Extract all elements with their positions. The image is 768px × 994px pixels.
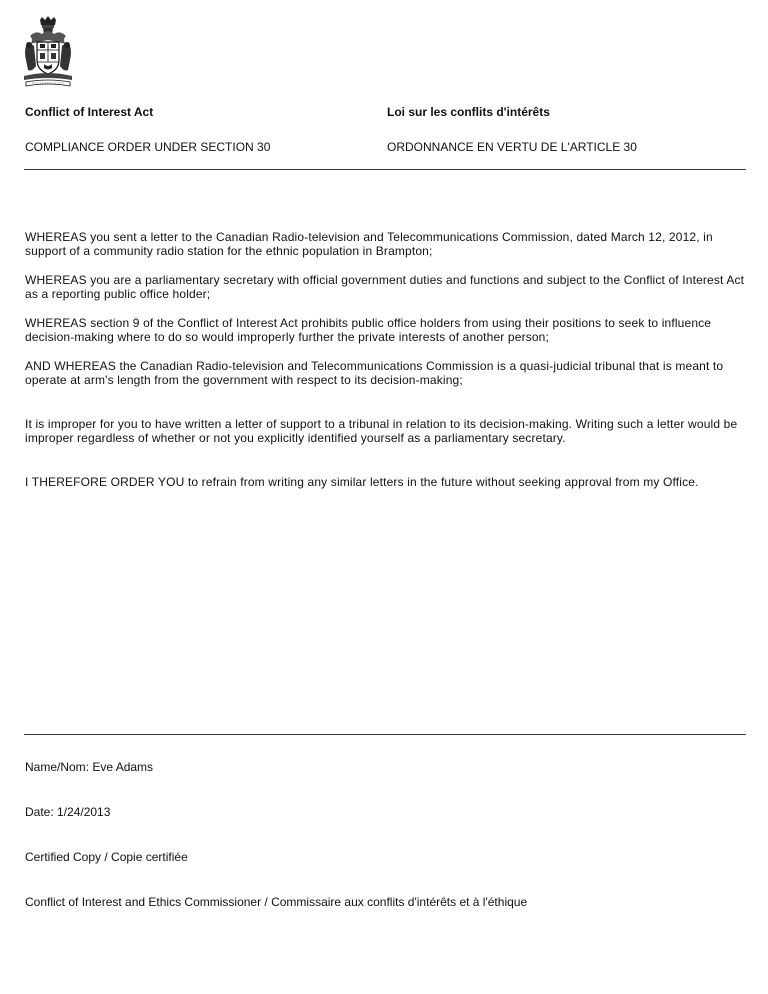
whereas-paragraph-1 xyxy=(25,230,745,258)
whereas-paragraph-2 xyxy=(25,273,745,301)
finding-paragraph xyxy=(25,417,745,445)
whereas-text-3: WHEREAS section 9 of the Conflict of Interest Act prohibits public office holders from using their positions to seek to influence decision-making where to do so would improperly further the private interests of another person; xyxy=(25,316,712,344)
order-paragraph xyxy=(25,475,745,489)
header-divider xyxy=(24,169,746,170)
whereas-paragraph-3 xyxy=(25,316,745,344)
footer-divider xyxy=(24,734,746,735)
certified-copy-label: Certified Copy / Copie certifiée xyxy=(25,850,188,864)
order-text: I THEREFORE ORDER YOU to refrain from writing any similar letters in the future without seeking approval from my Office. xyxy=(25,475,699,489)
finding-text: It is improper for you to have written a letter of support to a tribunal in relation to its decision-making. Writing such a letter would be improper regardless of whether or not you explicitly identified yourself as a parliamentary secretary. xyxy=(25,417,738,445)
coat-of-arms-icon xyxy=(22,16,74,88)
whereas-text-4: AND WHEREAS the Canadian Radio-television and Telecommunications Commission is a quasi-judicial tribunal that is meant to operate at arm's length from the government with respect to its decision-making; xyxy=(25,359,724,387)
whereas-paragraph-4 xyxy=(25,359,745,387)
act-title-en: Conflict of Interest Act xyxy=(25,105,154,119)
order-title-en: COMPLIANCE ORDER UNDER SECTION 30 xyxy=(25,140,271,154)
recipient-name: Name/Nom: Eve Adams xyxy=(25,760,154,774)
commissioner-title: Conflict of Interest and Ethics Commissioner / Commissaire aux conflits d'intérêts et à l'éthique xyxy=(25,895,528,909)
order-title-fr: ORDONNANCE EN VERTU DE L'ARTICLE 30 xyxy=(387,140,637,154)
whereas-text-2: WHEREAS you are a parliamentary secretary with official government duties and functions and subject to the Conflict of Interest Act as a reporting public office holder; xyxy=(25,273,745,301)
act-title-fr: Loi sur les conflits d'intérêts xyxy=(387,105,550,119)
whereas-text-1: WHEREAS you sent a letter to the Canadian Radio-television and Telecommunications Commission, dated March 12, 2012, in support of a community radio station for the ethnic population in Brampton; xyxy=(25,230,713,258)
order-date: Date: 1/24/2013 xyxy=(25,805,111,819)
